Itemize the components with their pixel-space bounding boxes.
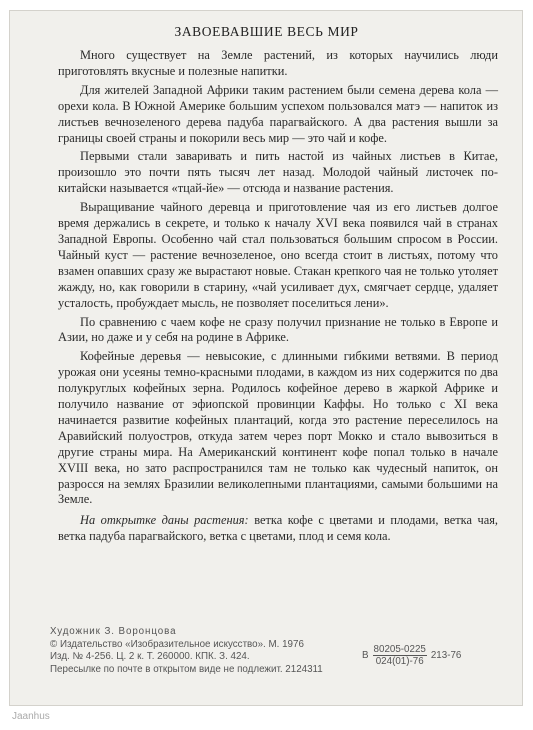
paragraph-5: По сравнению с чаем кофе не сразу получил признание не только в Европе и Азии, но даже и у себя на родине в Африке.	[58, 314, 498, 345]
price-code-denominator: 024(01)-76	[375, 656, 424, 667]
imprint-block	[50, 626, 380, 676]
publisher-line: © Издательство «Изобразительное искусство». М. 1976	[50, 638, 304, 650]
watermark-text: Jaanhus	[12, 711, 50, 722]
paragraph-2: Для жителей Западной Африки таким растением были семена дерева кола — орехи кола. В Южной Америке большим успехом пользовался матэ — напиток из листьев вечнозеленого дерева падуба парагвайского. А два растения вышли за границы своей страны и покорили весь мир — это чай и кофе.	[58, 82, 498, 145]
artist-credit: Художник З. Воронцова	[50, 626, 177, 637]
price-code-suffix: 213-76	[430, 650, 462, 661]
caption-text: ветка кофе с цветами и плодами, ветка чая, ветка падуба парагвайского, ветка с цветами, плод и семя кола.	[58, 513, 498, 544]
price-code-numerator: 80205-0225	[373, 644, 426, 655]
paragraph-3: Первыми стали заваривать и пить настой из чайных листьев в Китае, произошло это почти пять тысяч лет назад. Молодой чайный листочек по-китайски называется «тцай-йе» — отсюда и название растения.	[58, 149, 498, 196]
mail-note: Пересылке по почте в открытом виде не подлежит. 2124311	[50, 663, 323, 675]
plant-caption	[58, 513, 498, 545]
price-code-prefix: В	[362, 650, 369, 661]
order-line: Изд. № 4-256. Ц. 2 к. Т. 260000. КПК. З. 424.	[50, 651, 250, 663]
paragraph-6: Кофейные деревья — невысокие, с длинными гибкими ветвями. В период урожая они усеяны темно-красными плодами, в каждом из них содержится по два полукруглых кофейных зерна. Родилось кофейное дерево в жаркой Африке и получило название от эфиопской провинции Каффы. Но только с XI века начинается развитие кофейных плантаций, когда это растение переселилось на Аравийский полуостров, откуда затем через порт Мокко и стало вывозиться в другие страны мира. На Американский континент кофе попал только в начале XVIII века, но зато распространился там не только как чудесный напиток, он разросся на землях Бразилии великолепными плантациями, самыми большими на Земле.	[58, 349, 498, 507]
paragraph-1: Много существует на Земле растений, из которых научились люди приготовлять вкусные и полезные напитки.	[58, 48, 498, 78]
page-title: ЗАВОЕВАВШИЕ ВЕСЬ МИР	[174, 24, 359, 39]
caption-lead: На открытке даны растения:	[80, 513, 249, 528]
article-body	[58, 48, 498, 548]
price-code	[362, 644, 461, 667]
paragraph-4: Выращивание чайного деревца и приготовление чая из его листьев долгое время держались в секрете, и только к началу XVI века появился чай в странах Западной Европы. Особенно чай стал пользоваться большим спросом в России. Чайный куст — растение вечнозеленое, оно всегда стоит в листьях, потому что взамен опавших сразу же вырастают новые. Стакан крепкого чая не только утоляет жажду, но, как говорили в старину, «чай усиливает дух, смягчает сердце, удаляет усталость, пробуждает мысль, не позволяет поселиться лени».	[58, 200, 498, 310]
price-code-fraction	[373, 644, 427, 667]
